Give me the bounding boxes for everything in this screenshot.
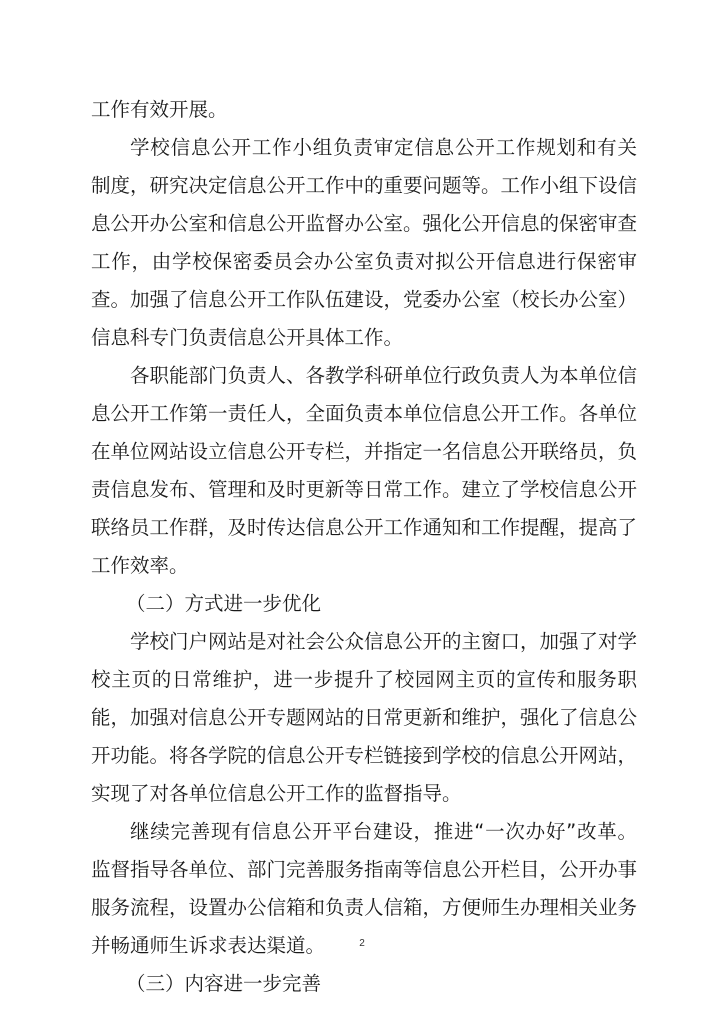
paragraph-line: 能，加强对信息公开专题网站的日常更新和维护，强化了信息公	[91, 706, 638, 729]
paragraph-line: 制度，研究决定信息公开工作中的重要问题等。工作小组下设信	[91, 174, 638, 197]
paragraph-line: 服务流程，设置办公信箱和负责人信箱，方便师生办理相关业务	[91, 896, 638, 919]
paragraph-line: 开功能。将各学院的信息公开专栏链接到学校的信息公开网站，	[91, 744, 638, 767]
paragraph-line: 监督指导各单位、部门完善服务指南等信息公开栏目，公开办事	[91, 858, 638, 881]
paragraph-line: 查。加强了信息公开工作队伍建设，党委办公室（校长办公室）	[91, 288, 638, 311]
paragraph-line: 各职能部门负责人、各教学科研单位行政负责人为本单位信	[130, 364, 638, 387]
paragraph-line: 工作效率。	[91, 554, 189, 577]
paragraph-line: 联络员工作群，及时传达信息公开工作通知和工作提醒，提高了	[91, 516, 638, 539]
paragraph-line: 并畅通师生诉求表达渠道。	[91, 934, 326, 957]
paragraph-line: 工作，由学校保密委员会办公室负责对拟公开信息进行保密审	[91, 250, 637, 273]
paragraph-line: 信息科专门负责信息公开具体工作。	[91, 326, 404, 349]
paragraph-line: 息公开工作第一责任人，全面负责本单位信息公开工作。各单位	[91, 402, 638, 425]
paragraph-line: 学校门户网站是对社会公众信息公开的主窗口，加强了对学	[130, 630, 638, 653]
paragraph-line: 学校信息公开工作小组负责审定信息公开工作规划和有关	[130, 136, 637, 159]
paragraph-line: 责信息发布、管理和及时更新等日常工作。建立了学校信息公开	[91, 478, 638, 501]
paragraph-line: 在单位网站设立信息公开专栏，并指定一名信息公开联络员，负	[91, 440, 638, 463]
paragraph-line: 工作有效开展。	[91, 98, 228, 121]
page-number: 2	[359, 938, 365, 949]
paragraph-line: 实现了对各单位信息公开工作的监督指导。	[91, 782, 462, 805]
section-heading: （三）内容进一步完善	[126, 972, 322, 995]
paragraph-line: 继续完善现有信息公开平台建设，推进“一次办好”改革。	[130, 820, 637, 843]
paragraph-line: 息公开办公室和信息公开监督办公室。强化公开信息的保密审查	[91, 212, 638, 235]
paragraph-line: 校主页的日常维护，进一步提升了校园网主页的宣传和服务职	[91, 668, 637, 691]
section-heading: （二）方式进一步优化	[126, 592, 322, 615]
